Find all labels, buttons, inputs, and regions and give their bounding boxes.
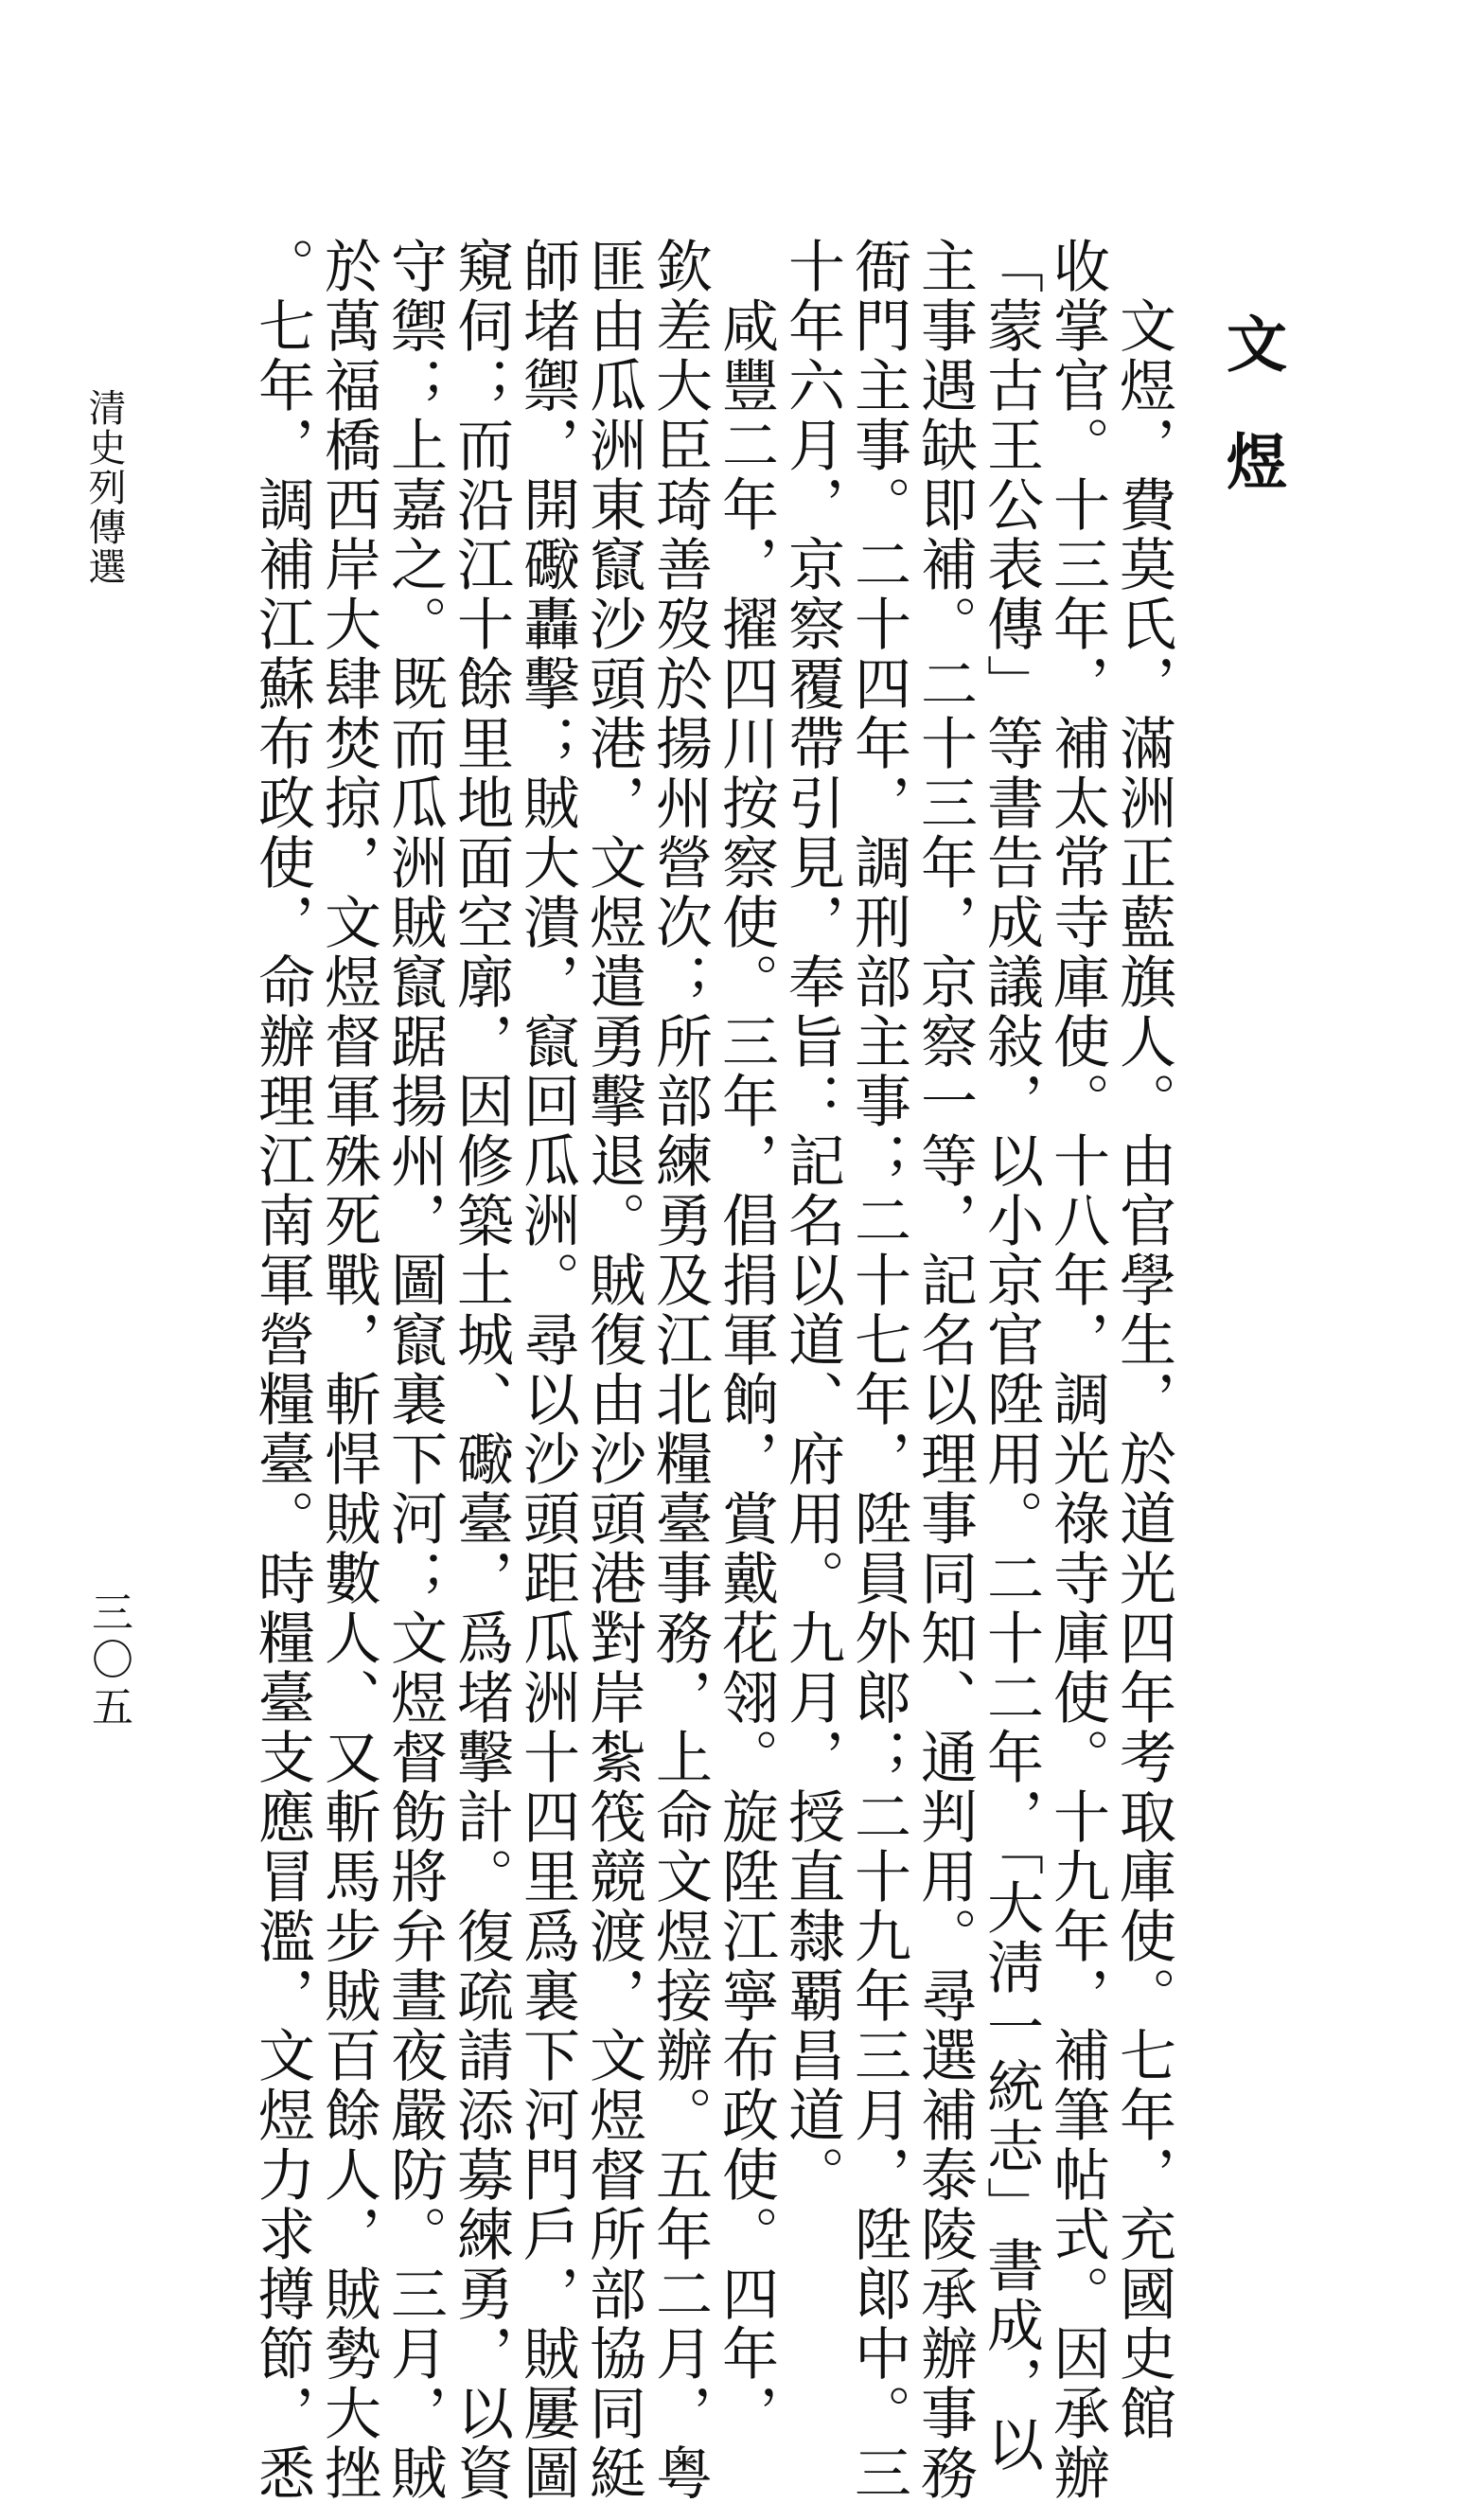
text-column-5: 衙門主事。二十四年，調刑部主事；二十七年，陞員外郞；二十九年三月，陞郞中。三 bbox=[845, 237, 911, 2503]
text-column-7: 咸豐二年，擢四川按察使。三年，倡捐軍餉，賞戴花翎。旋陞江寧布政使。四年， bbox=[713, 237, 779, 2443]
text-column-10: 師堵禦，開礮轟擊；賊大潰，竄回瓜洲。尋以沙頭距瓜洲十四里爲裏下河門戶，賊屢圖 bbox=[514, 237, 580, 2503]
book-title-running-head: 清史列傳選 bbox=[82, 388, 126, 587]
text-column-12: 守禦；上嘉之。既而瓜洲賊竄踞揚州，圖竄裏下河；文煜督飭將弁晝夜嚴防。三月，賊 bbox=[381, 237, 448, 2503]
text-column-9: 匪由瓜洲東竄沙頭港，文煜遣勇擊退。賊復由沙頭港對岸紮筏競渡，文煜督所部協同綎 bbox=[580, 237, 646, 2503]
text-column-6: 十年六月，京察覆帶引見，奉旨：記名以道、府用。九月，授直隸覇昌道。 bbox=[779, 237, 845, 2205]
text-column-3: 「蒙古王公表傳」等書告成議敍，以小京官陞用。二十二年，「大淸一統志」書成，以 bbox=[978, 237, 1044, 2475]
text-column-1: 文煜，費莫氏，滿洲正藍旗人。由官學生，於道光四年考取庫使。七年，充國史館 bbox=[1110, 237, 1176, 2443]
text-column-11: 窺伺；而沿江十餘里地面空廓，因修築土城、礮臺，爲堵擊計。復疏請添募練勇，以資 bbox=[448, 237, 514, 2503]
text-column-14: 。七年，調補江蘇布政使，命辦理江南軍營糧臺。時糧臺支應冒濫，文煜力求撙節，悉 bbox=[249, 237, 315, 2503]
text-column-13: 於萬福橋西岸大肆焚掠，文煜督軍殊死戰，斬悍賊數人、又斬馬步賊百餘人，賊勢大挫 bbox=[315, 237, 381, 2503]
text-column-8: 欽差大臣琦善歿於揚州營次；所部練勇及江北糧臺事務，上命文煜接辦。五年二月，粤 bbox=[646, 237, 713, 2503]
text-column-4: 主事遇缺即補。二十三年，京察一等，記名以理事同知、通判用。尋選補泰陵承辦事務 bbox=[911, 237, 978, 2503]
biography-title: 文煜 bbox=[1216, 312, 1287, 547]
text-column-2: 收掌官。十三年，補太常寺庫使。十八年，調光祿寺庫使。十九年，補筆帖式。因承辦 bbox=[1044, 237, 1110, 2503]
page-number: 三〇五 bbox=[84, 1590, 132, 1732]
